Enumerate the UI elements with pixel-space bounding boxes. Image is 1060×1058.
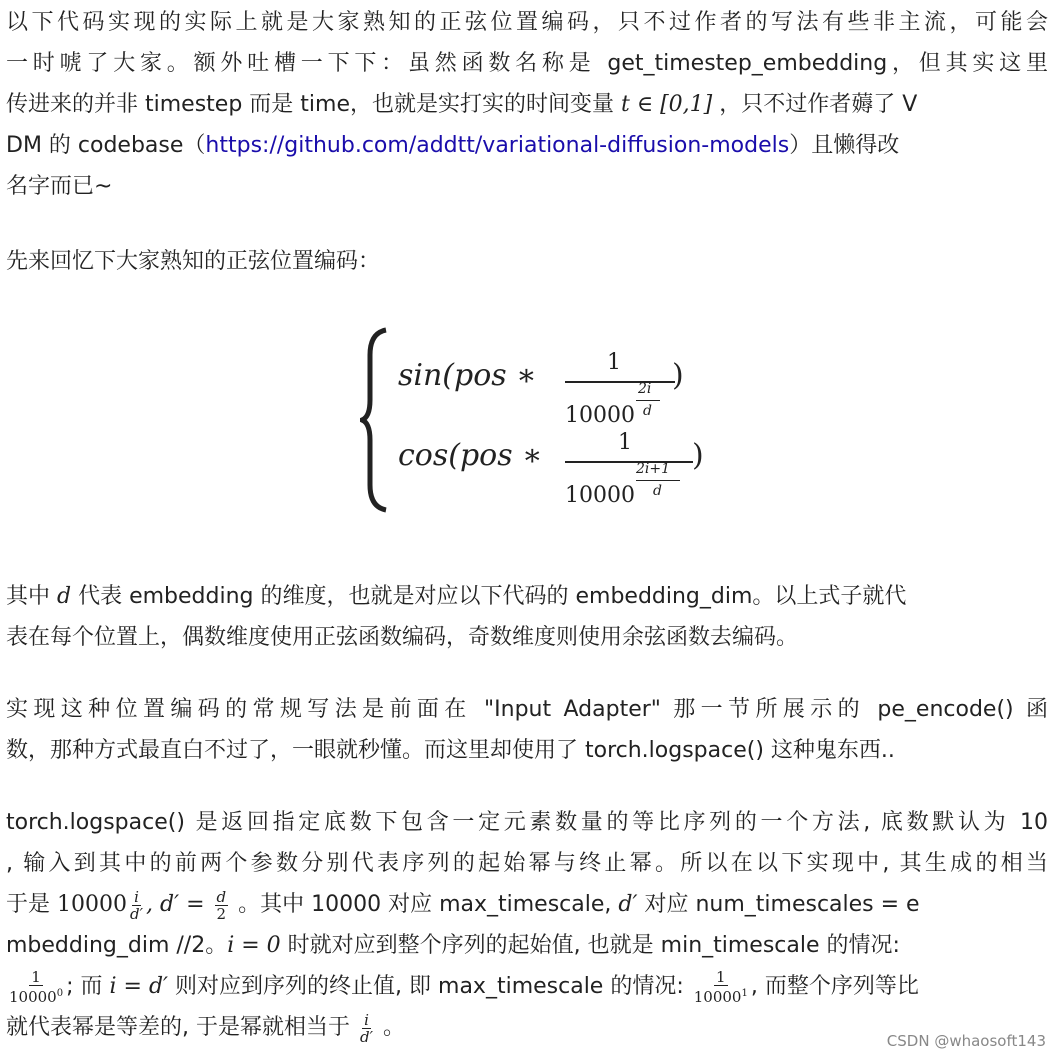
close-paren: ) bbox=[692, 438, 704, 473]
text: 于是 bbox=[6, 892, 57, 917]
text-line: 以下代码实现的实际上就是大家熟知的正弦位置编码，只不过作者的写法有些非主流，可能会 bbox=[6, 10, 1048, 35]
watermark: CSDN @whaosoft143 bbox=[886, 1032, 1046, 1050]
github-link[interactable]: https://github.com/addtt/variational-diffusion-models bbox=[205, 133, 790, 158]
text: 对应 num_timescales = e bbox=[637, 892, 920, 917]
text-line: 一时唬了大家。额外吐槽一下下：虽然函数名称是 get_timestep_embedding，但其实这里 bbox=[6, 51, 1048, 76]
text: 代表 embedding 的维度，也就是对应以下代码的 embedding_dim。以上式子就代 bbox=[71, 584, 907, 609]
math-fraction bbox=[130, 889, 143, 922]
math-i-eq-dprime: i = d′ bbox=[109, 974, 169, 999]
text-line bbox=[6, 125, 1048, 166]
fraction-bar bbox=[565, 461, 693, 463]
text-line: , 输入到其中的前两个参数分别代表序列的起始幂与终止幂。所以在以下实现中, 其生成的相当 bbox=[6, 851, 1048, 876]
math-i-zero: i = 0 bbox=[227, 933, 281, 958]
math-fraction bbox=[694, 969, 748, 1005]
text-line: 数，那种方式最直白不过了，一眼就秒懂。而这里却使用了 torch.logspace() 这种鬼东西.. bbox=[6, 738, 895, 763]
denominator-base: 10000 bbox=[565, 403, 635, 428]
text-line: 实现这种位置编码的常规写法是前面在 "Input Adapter" 那一节所展示的 pe_encode() 函 bbox=[6, 697, 1048, 722]
numerator: 1 bbox=[31, 968, 41, 986]
math-fraction bbox=[215, 889, 229, 922]
math-fraction bbox=[360, 1012, 373, 1045]
math-eq: , d′ = bbox=[146, 892, 212, 917]
text: 则对应到序列的终止值, 即 max_timescale 的情况: bbox=[168, 974, 691, 999]
exponent: 1 bbox=[741, 988, 748, 999]
sin-term: sin(pos ∗ bbox=[398, 358, 537, 393]
numerator: 1 bbox=[716, 968, 726, 986]
numerator: 1 bbox=[618, 430, 632, 455]
text: 。 bbox=[376, 1015, 405, 1040]
text: ）且懒得改 bbox=[789, 133, 900, 158]
base: 10000 bbox=[9, 988, 57, 1006]
text-line: torch.logspace() 是返回指定底数下包含一定元素数量的等比序列的一个方法, 底数默认为 10 bbox=[6, 810, 1048, 835]
text: 其中 bbox=[6, 584, 57, 609]
text-line bbox=[6, 925, 1048, 966]
text-line bbox=[6, 576, 1048, 617]
text-line: 表在每个位置上，偶数维度使用正弦函数编码，奇数维度则使用余弦函数去编码。 bbox=[6, 625, 799, 650]
exponent-denominator: d bbox=[643, 403, 652, 419]
numerator: i bbox=[364, 1010, 369, 1029]
text-line bbox=[6, 966, 1048, 1007]
numerator: 1 bbox=[607, 350, 621, 375]
math-d: d bbox=[57, 584, 72, 609]
paragraph-recall: 先来回忆下大家熟知的正弦位置编码： bbox=[6, 249, 381, 274]
exponent-bar bbox=[636, 480, 680, 481]
base: 10000 bbox=[693, 988, 742, 1006]
math-base: 10000 bbox=[57, 892, 127, 917]
denominator: 2 bbox=[216, 904, 227, 923]
text: 。其中 10000 对应 max_timescale, bbox=[231, 892, 619, 917]
positional-encoding-formula bbox=[360, 325, 720, 515]
close-paren: ) bbox=[672, 358, 684, 393]
cos-term: cos(pos ∗ bbox=[398, 438, 543, 473]
left-brace-icon bbox=[360, 325, 390, 515]
denominator bbox=[9, 986, 63, 1005]
math-d-prime: d′ bbox=[618, 892, 638, 917]
text-line: 名字而已~ bbox=[6, 174, 113, 199]
text: DM 的 codebase（ bbox=[6, 133, 206, 158]
text: mbedding_dim //2。 bbox=[6, 933, 228, 958]
text: , 而整个序列等比 bbox=[750, 974, 919, 999]
exponent-numerator: 2i bbox=[638, 381, 652, 397]
fraction-bar bbox=[565, 381, 675, 383]
numerator: d bbox=[216, 887, 227, 906]
text: 就代表幂是等差的, 于是幂就相当于 bbox=[6, 1015, 357, 1040]
math-t-in-range: t ∈ [0,1] bbox=[620, 92, 713, 117]
exponent-denominator: d bbox=[653, 483, 662, 499]
text: ; 而 bbox=[66, 974, 110, 999]
exponent-bar bbox=[636, 400, 660, 401]
exponent-numerator: 2i+1 bbox=[636, 461, 671, 477]
text: 时就对应到整个序列的起始值, 也就是 min_timescale 的情况: bbox=[280, 933, 900, 958]
exponent: 0 bbox=[56, 988, 64, 999]
text-line bbox=[6, 84, 1048, 125]
denominator bbox=[694, 986, 748, 1005]
denominator: d′ bbox=[359, 1027, 373, 1046]
denominator: d′ bbox=[130, 904, 144, 923]
numerator: i bbox=[134, 887, 139, 906]
text: 传进来的并非 timestep 而是 time，也就是实打实的时间变量 bbox=[6, 92, 621, 117]
math-fraction bbox=[9, 969, 63, 1005]
denominator-base: 10000 bbox=[565, 483, 635, 508]
text-line bbox=[6, 884, 1048, 925]
text: ，只不过作者薅了 V bbox=[712, 92, 918, 117]
